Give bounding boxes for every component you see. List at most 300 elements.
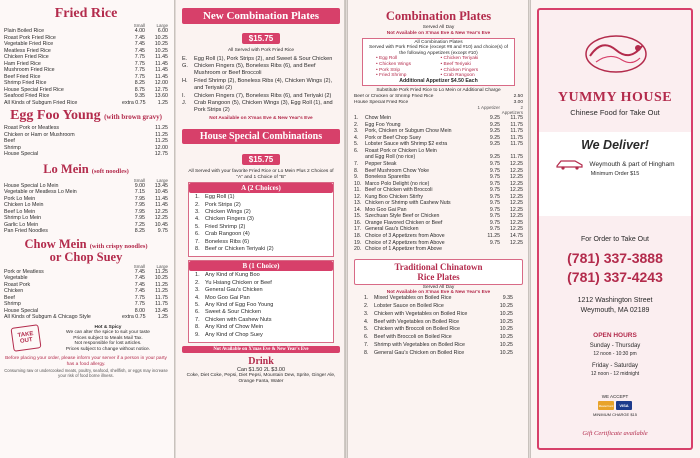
item-price: 10.25 [499,310,513,317]
visa-icon: VISA [616,401,632,410]
item-number: 14. [354,206,362,213]
item-name: Marco Polo Delight (no rice) [365,180,430,187]
trad-title: Traditional Chinatown Rice Plates [354,259,523,285]
item-name: Ham Fried Rice [4,60,41,67]
item-number: 2. [195,201,200,208]
item-number: G. [182,63,188,70]
item-price-large: 13.60 [154,93,168,99]
item-price-large: 11.45 [155,202,168,208]
item-price-2: 12.25 [510,187,523,194]
item-number: 1. [195,194,200,201]
item-price: 10.25 [499,303,513,309]
item-price: 10.25 [499,341,513,348]
choice-a-list [189,193,333,254]
item-number: 3. [364,310,369,317]
item-name: Beef or Chicken Teriyaki (2) [205,246,274,252]
panel-combinations [176,0,344,458]
item-number: 9. [195,331,200,338]
item-name: Egg Foo Young [365,121,401,128]
item-price-small: 7.45 [134,275,145,281]
item-price-large: 11.45 [155,195,168,202]
item-price-large: 10.25 [154,275,168,281]
fried-rice-title: Fried Rice [54,6,118,21]
item-price-small: 7.95 [134,195,145,202]
appetizer-option: • Crab Rangoon [440,73,475,79]
raw-food-notice: Consuming raw or undercooked meats, poultry, seafood, shellfish, or eggs may increase your risk of food borne illness. [4,367,168,379]
item-number: 9. [354,174,359,181]
item-price-2: 14.75 [510,232,523,239]
item-name: House Special [4,307,39,314]
item-name: Beef or Chicken with Broccoli [365,187,433,194]
item-name: Boneless Ribs (6) [205,238,250,245]
new-combo-title: New Combination Plates [182,8,340,24]
item-price-large: 10.45 [154,189,168,195]
item-price-small: 7.75 [134,67,145,73]
hours-line: 12 noon - 10:30 pm [593,350,637,357]
trad-note: Not Available on X'mas Eve & New Year's Eve [386,290,491,296]
item-number: 12. [354,193,362,200]
item-price-small: 7.75 [134,54,145,60]
item-number: H. [182,77,188,84]
item-number: 8. [364,349,369,356]
item-price-1: 9.75 [489,239,500,246]
menu-item-row [364,311,513,319]
item-number: 16. [354,219,362,226]
item-number: 6. [195,231,200,238]
item-price-1: 9.75 [489,226,500,233]
lo-mein-list [4,183,168,235]
item-price-1: 9.75 [489,193,500,200]
appetizer-option: • Pork Strip [376,67,401,73]
item-price-2: 12.25 [510,193,523,200]
delivery-towns: Weymouth & part of Hingham [589,160,675,168]
address-city: Weymouth, MA 02189 [580,307,650,314]
new-combo-list [182,56,340,114]
menu-item-row [195,246,327,253]
menu-item-row [4,228,168,235]
item-price-1 [477,246,500,253]
menu-item-row [195,202,327,209]
chow-mein-colhead: Small Large [133,263,168,269]
item-price-large: 12.25 [154,215,168,221]
drink-price: Can $1.50 2L $3.00 [236,367,286,374]
appetizer-option: • Chicken Wings [376,61,412,67]
substitute-row: Beef or Chicken or Shrimp Fried Rice 2.50 [354,93,523,99]
hours-title: OPEN HOURS [593,332,637,339]
item-name: Sweet & Sour Chicken [205,309,261,316]
combo-plates-title: Combination Plates [385,9,492,23]
menu-item-row [195,209,327,216]
item-name: Chicken or Shrimp with Cashew Nuts [365,200,451,207]
house-special-title: House Special Combinations [182,129,340,144]
item-number: 2. [195,279,200,286]
item-name: General Gau's Chicken on Boiled Rice [374,349,465,356]
accept-label: WE ACCEPT [601,394,629,399]
item-price-large: 1.25 [157,314,168,320]
restaurant-name: YUMMY HOUSE [557,90,673,105]
item-price-1: 9.25 [489,134,500,141]
phone-1: (781) 337-3888 [567,250,663,266]
item-number: 5. [195,223,200,230]
item-price-large: 11.25 [155,138,168,144]
combo-colhead: 1 Appetizer 2 Appetizers [477,105,523,116]
house-special-note: Not Available on X'mas Eve & New Year's Eve [182,346,340,353]
hours-list [539,343,691,378]
item-price-1: 9.25 [489,121,500,128]
item-price-2: 12.25 [510,239,523,246]
item-price-large: 11.75 [155,301,168,307]
menu-item-row [364,350,513,358]
menu-item-row [4,314,168,321]
item-price-2: 11.75 [510,121,523,128]
menu-item-row [364,303,513,311]
item-price-large: 13.45 [154,182,168,189]
mastercard-icon: MasterCard [598,401,614,410]
item-number: 8. [354,167,359,174]
item-name: Chicken Fingers (3) [205,216,254,223]
item-name: Crab Rangoon (4) [205,231,250,238]
item-price-1: 9.75 [489,213,500,220]
lo-mein-colhead: Small Large [133,177,168,183]
item-name: Moo Goo Gai Pan [365,206,407,213]
egg-foo-young-list [4,125,168,158]
item-name: Choice of 3 Appetizers from Above [365,232,445,239]
item-price-large: 11.25 [155,281,168,288]
choice-a-box [188,182,334,257]
egg-foo-young-title: Egg Foo Young (with brown gravy) [10,108,162,123]
choice-b-list [189,271,333,340]
hours-line: Sunday - Thursday [589,343,641,349]
delivery-info [539,158,691,170]
menu-item-row [364,334,513,342]
new-combo-note: Not Available on X'mas Eve & New Year's Eve [209,115,313,121]
item-name: Mushroom Fried Rice [4,67,55,73]
item-price-small: 9.35 [134,93,145,99]
item-price-2: 12.25 [510,206,523,213]
item-price-2: 12.25 [510,174,523,181]
card-logos [539,401,691,410]
appetizer-option: • Beef Teriyaki [440,61,471,67]
hours-line: 12 noon - 12 midnight [590,370,640,377]
item-price-large: 9.75 [157,228,168,234]
menu-item-row [4,151,168,158]
item-name: Pork or Meatless [4,268,44,275]
appetizer-option: • Fried Shrimp [376,73,407,79]
item-price-1: 9.25 [489,115,500,122]
item-name: Shrimp [4,144,21,151]
item-number: 1. [354,115,359,122]
menu-item-row [364,295,513,303]
item-price-2: 12.25 [510,219,523,226]
appetizer-grid [366,56,511,78]
item-price-large: 11.25 [155,288,168,294]
item-name: Beef [4,294,15,301]
item-name: Moo Goo Gai Pan [205,294,250,301]
menu-item-row [195,317,327,324]
item-number: 1. [195,272,200,279]
menu-item-row [195,216,327,223]
item-name: Beef with Broccoli on Boiled Rice [374,334,452,341]
combo-item [182,56,340,63]
item-price-large: 10.45 [154,221,168,228]
item-name: Egg Roll (1) [205,194,235,201]
item-name: General Gau's Chicken [205,287,263,294]
item-price: 9.35 [502,295,513,302]
fried-rice-colhead: Small Large [133,23,168,28]
allergy-notice: Before placing your order, please inform your server if a person in your party has a food allergy. [5,356,167,368]
item-price-small: 7.45 [134,268,145,275]
menu-item-row [195,295,327,302]
item-price-2: 12.25 [510,213,523,220]
combo-box [362,38,515,87]
item-name: Chicken Fried Rice [4,54,49,60]
item-price: 10.25 [499,326,513,333]
item-price-large: 12.75 [154,151,168,157]
item-name: Chicken with Cashew Nuts [205,316,272,323]
item-name: Pepper Steak [365,160,397,167]
combo-served: Served All Day [422,25,455,30]
item-name: Pork, Chicken or Subgum Chow Mein [365,128,452,135]
fried-rice-list [4,28,168,106]
new-combo-price: $15.75 [242,33,280,44]
car-icon [555,158,585,170]
menu-item-row [195,309,327,316]
item-number: 19. [354,239,362,246]
item-name: Shrimp Fried Rice [4,80,47,86]
item-name: Chicken or Ham or Mushroom [4,131,75,138]
item-price: 10.25 [499,318,513,325]
item-number: 5. [195,302,200,309]
item-number: 3. [195,208,200,215]
item-number: 1. [364,295,369,302]
item-name: Fried Shrimp (2), Boneless Ribs (4), Chicken Wings (2), and Teriyaki (2) [194,77,333,91]
combo-box-desc: Served with Pork Fried Rice (except #8 and #10) and choice(s) of the following Appetizers (except #10) [369,45,508,56]
menu-item-row [354,246,523,253]
item-price-2: 12.25 [510,180,523,187]
item-name: Beef Fried Rice [4,73,41,80]
item-name: Chicken Wings (2) [205,208,251,215]
item-price-large: 11.45 [155,60,168,67]
item-number: 18. [354,232,362,239]
panel-combo-plates [348,0,528,458]
item-number: 3. [354,128,359,135]
item-name: Vegetable or Meatless Lo Mein [4,189,77,195]
order-label: For Order to Take Out [581,236,649,243]
menu-item-row [195,231,327,238]
item-name: Chicken Lo Mein [4,202,44,208]
item-price-large: 6.00 [157,28,168,34]
minimum-charge: MINIMUM CHARGE $15 [592,412,637,417]
item-name: Roast Pork [4,281,31,288]
cover-frame [537,8,693,450]
menu-item-row [364,326,513,334]
legend-notes: Hot & Spicy We can alter the spice to suit your taste Prices subject to Meals Mail Tax. Not responsible for lost articles. Prices subject to change without notice. [65,324,151,352]
item-price: 10.25 [499,334,513,341]
item-number: 20. [354,246,362,253]
menu-item-row [364,319,513,327]
panel-cover [531,0,700,458]
item-number: 3. [195,287,200,294]
item-price-large: 11.45 [155,67,168,73]
item-price-2: 12.25 [510,167,523,174]
item-name: Choice of 1 Appetizer from Above [365,246,442,253]
item-price-large: 11.45 [155,73,168,80]
item-number: 8. [195,246,200,252]
item-name: Fried Shrimp (2) [205,223,246,230]
item-number: 4. [195,216,200,223]
combo-note: Not Available on X'mas Eve & New Year's Eve [386,30,491,36]
item-price-small: 7.45 [134,47,145,54]
item-number: 5. [364,326,369,333]
item-price-large: 10.25 [154,34,168,41]
item-price-1: 9.75 [489,219,500,226]
appetizer-option: • Chicken Fingers [440,67,479,73]
item-number: 2. [354,121,359,128]
item-name: All Kinds of Subgum Fried Rice [4,99,78,106]
item-number: 4. [364,318,369,325]
item-price-small: 7.75 [134,294,145,301]
menu-item-row [195,272,327,279]
item-name: House Special Lo Mein [4,182,59,189]
appetizer-option: • Egg Roll [376,56,398,62]
item-price-large: 12.00 [154,144,168,151]
item-name: Yu Hsiang Chicken or Beef [205,279,272,286]
item-price-small: 8.75 [134,86,145,93]
delivery-minimum: Minimum Order $15 [590,171,640,177]
item-price-1: 9.75 [489,174,500,181]
item-number: J. [182,100,187,107]
item-number: 15. [354,213,362,220]
restaurant-tagline: Chinese Food for Take Out [570,108,660,117]
item-price-small: 7.45 [134,34,145,41]
trad-served: Served All Day [422,284,455,290]
item-price-2: 12.25 [510,226,523,233]
menu-item-row [195,194,327,201]
appetizer-option: • Chicken Teriyaki [440,56,479,62]
item-price-2 [500,246,523,253]
item-name: General Gau's Chicken [365,226,419,233]
item-name: Chicken [4,288,24,294]
item-name: Beef [4,138,15,144]
item-name: Any Kind of Kung Boo [205,272,260,279]
item-price-2: 11.75 [510,141,523,148]
item-number: 2. [364,303,369,309]
house-special-price: $15.75 [242,154,280,165]
item-name: Shrimp [4,301,21,307]
item-price-1: 9.75 [489,187,500,194]
item-price-small: 7.95 [134,202,145,208]
menu-item-row [195,287,327,294]
item-price-large: 12.75 [154,86,168,93]
item-number: 6. [195,309,200,316]
combo-plates-list [354,115,523,252]
menu-item-row [195,332,327,339]
item-name: Seafood Fried Rice [4,93,50,99]
item-name: Boneless Spareribs [365,174,410,181]
item-name: Garlic Lo Mein [4,221,39,228]
item-price-2: 12.25 [510,200,523,207]
item-price-small: 8.00 [134,307,145,314]
item-name: Chicken Fingers (7), Boneless Ribs (6), and Teriyaki (2) [194,92,332,99]
item-price-large: 13.45 [154,307,168,314]
menu-item-row [195,224,327,231]
gift-certificate: Gift Certificate available [582,430,648,437]
combo-box-title: All Combination Plates [414,39,463,45]
item-price-small: 7.95 [134,208,145,215]
deliver-heading: We Deliver! [581,138,649,152]
item-price-2: 11.75 [510,134,523,141]
item-name: All Kinds of Subgum & Chicago Style [4,314,91,320]
item-number: 17. [354,226,362,233]
trad-list [354,295,523,357]
item-name: Vegetable [4,275,28,281]
item-price-1: 9.25 [489,154,500,161]
item-price-small: 8.25 [134,228,145,234]
item-price-1: 9.75 [489,206,500,213]
item-price-1: 9.75 [489,160,500,167]
combo-item [182,93,340,100]
item-price-small: 7.25 [134,221,145,228]
item-name: Pork or Beef Chop Suey [365,134,421,141]
item-name: Pork Strips (2) [205,201,241,208]
item-number: 13. [354,200,362,207]
item-price-small: 7.95 [134,215,145,221]
item-name: Meatless Fried Rice [4,47,51,54]
combo-item [182,78,340,92]
delivery-area [539,132,691,216]
item-name: Any Kind of Chop Suey [205,331,263,338]
hours-line: Friday - Saturday [591,363,639,369]
item-name: Lobster Sauce on Boiled Rice [374,303,444,309]
item-number: 6. [364,334,369,341]
item-name: Beef with Vegetables on Boiled Rice [374,318,460,325]
item-price-small: extra 0.75 [122,314,146,320]
chow-mein-title: Chow Mein (with crispy noodles) or Chop Suey [24,236,148,264]
item-price-small: 7.75 [134,73,145,80]
item-name: Roast Pork or Meatless [4,125,60,131]
item-number: 11. [354,187,361,194]
item-price-small: 7.15 [134,189,145,195]
item-price-1: 9.75 [489,200,500,207]
item-name: Pork Lo Mein [4,195,36,202]
combo-item [182,100,340,114]
item-price-large: 11.25 [155,125,168,131]
house-special-desc: All Served with your favorite Fried Rice or Lo Mein Plus 2 Choices of "A" and 1 Choice of "B" [188,168,334,180]
item-price-large: 10.25 [154,47,168,54]
item-price-small: 4.00 [134,28,145,34]
menu-item-row [195,239,327,246]
item-price: 10.25 [499,349,513,356]
item-price-small: 7.75 [134,301,145,307]
item-name: Orange Flavored Chicken or Beef [365,219,443,226]
item-name: Chicken with Vegetables on Boiled Rice [374,310,468,317]
chow-mein-list [4,269,168,321]
item-price-1: 9.75 [489,167,500,174]
take-out-box-icon: TAKE OUT [10,325,41,353]
choice-b-box [188,260,334,343]
item-price-1: 9.75 [489,180,500,187]
item-name: Chow Mein [365,115,391,122]
new-combo-desc: All Served with Pork Fried Rice [227,48,295,53]
drink-title: Drink [248,356,274,368]
item-name: Choice of 2 Appetizers from Above [365,239,445,246]
panel-noodles-rice [0,0,174,458]
item-price-small: extra 0.75 [122,99,146,106]
item-price-large: 12.00 [154,80,168,86]
item-name: Lobster Sauce with Shrimp $2 extra [365,141,448,148]
item-number: E. [182,55,188,62]
menu-item-row [195,302,327,309]
